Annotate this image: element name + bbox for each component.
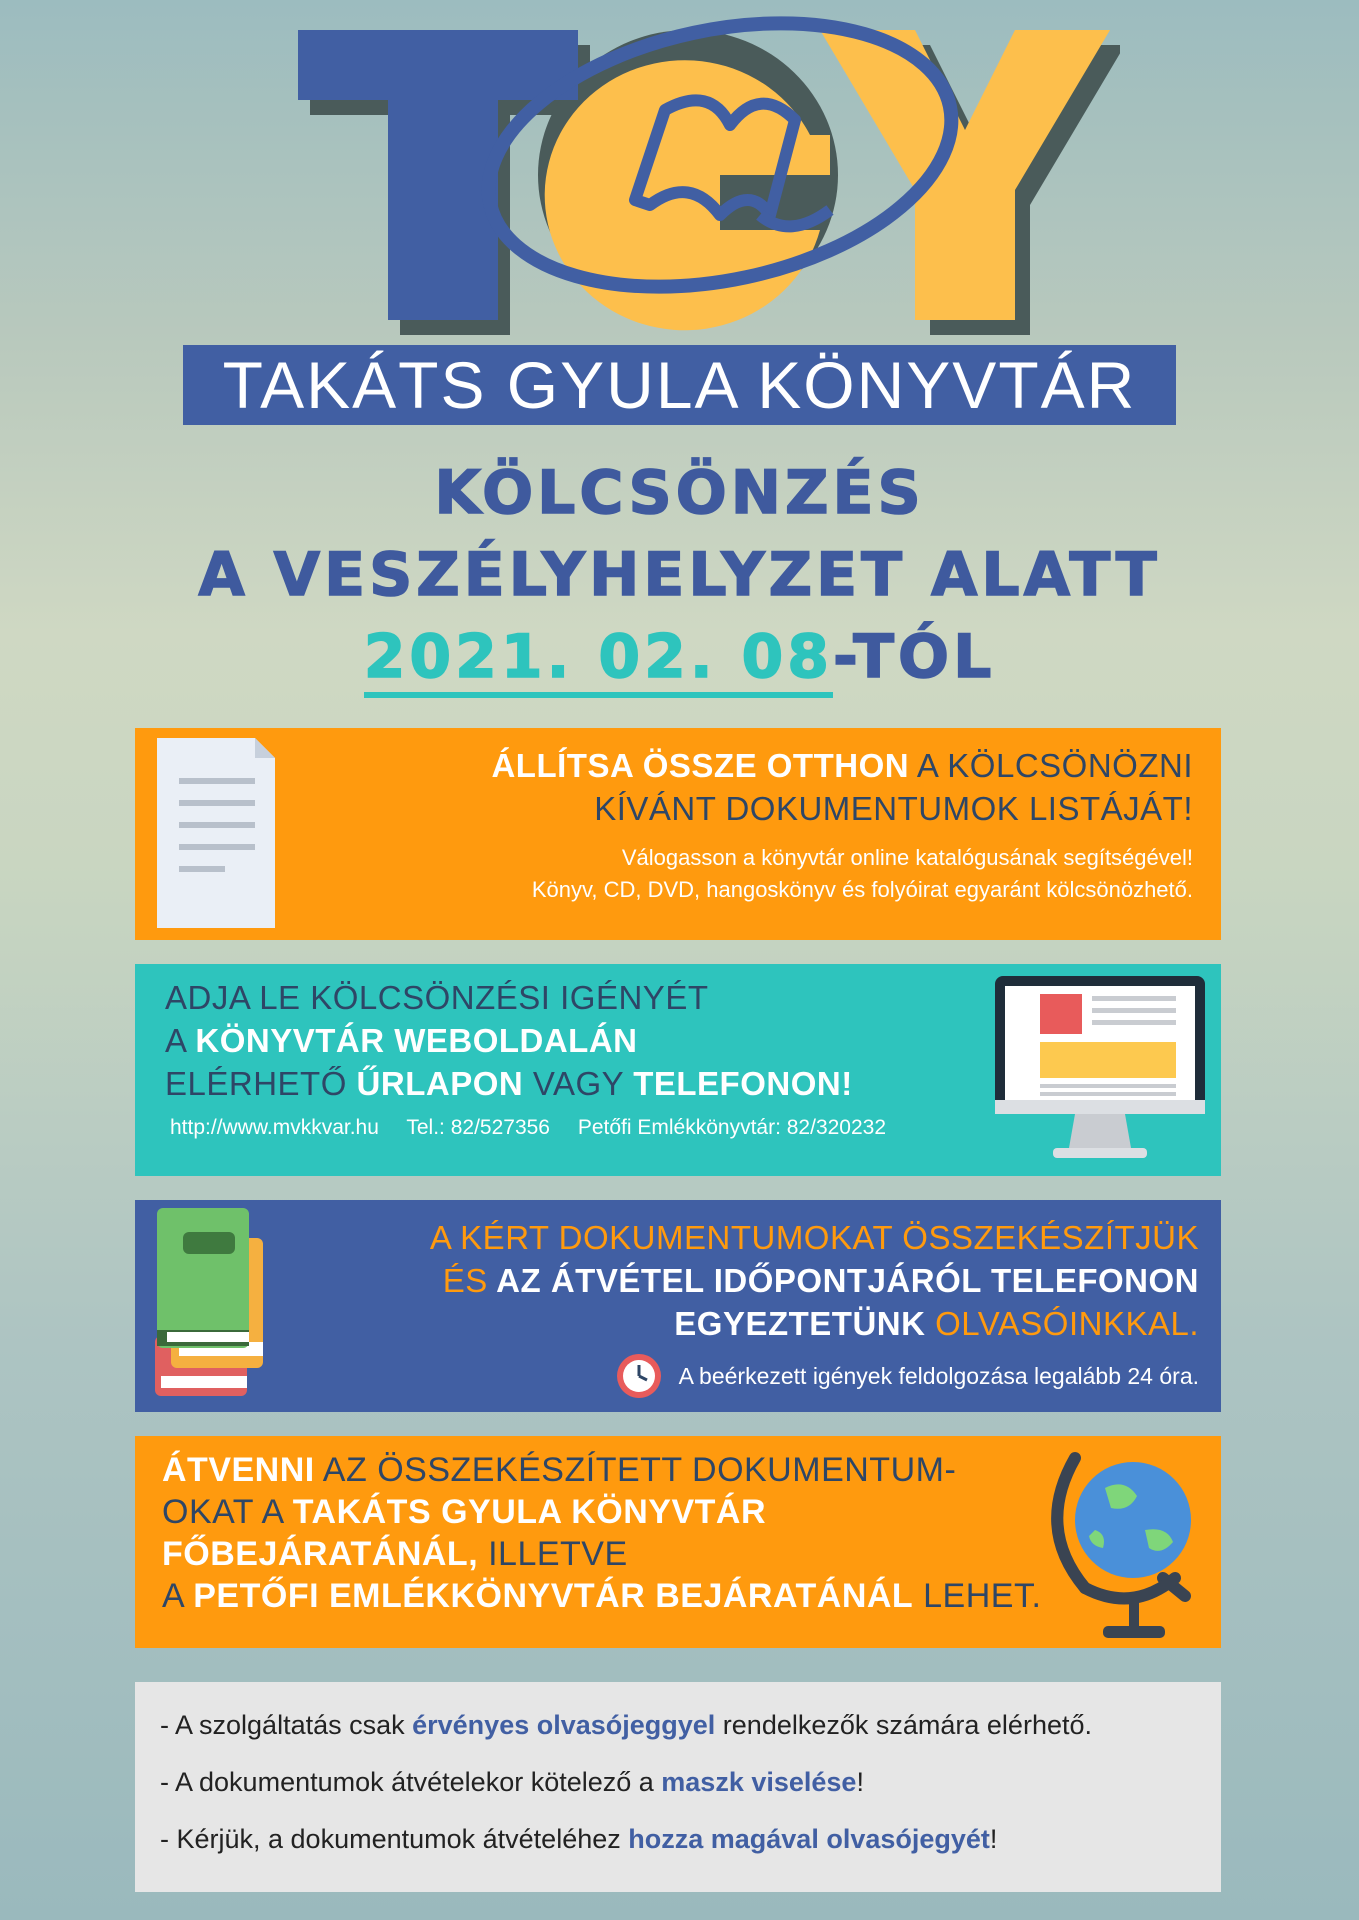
panel-2-line-3d: TELEFONON bbox=[633, 1065, 842, 1102]
rule-2-post: ! bbox=[856, 1767, 864, 1797]
rule-3-highlight: hozza magával olvasójegyét bbox=[628, 1824, 990, 1854]
panel-4-line-4c: LEHET. bbox=[913, 1577, 1042, 1615]
step-panel-prepare bbox=[135, 1200, 1221, 1412]
rule-valid-card bbox=[160, 1710, 1092, 1741]
website-link[interactable]: http://www.mvkkvar.hu bbox=[170, 1116, 379, 1139]
panel-2-line-2a: A bbox=[165, 1022, 196, 1059]
tgy-logo bbox=[290, 15, 1120, 345]
books-icon bbox=[153, 1206, 283, 1406]
panel-3-line-2a: ÉS bbox=[442, 1262, 488, 1299]
panel-1-heading-bold: ÁLLÍTSA ÖSSZE OTTHON bbox=[491, 747, 910, 784]
headline-date-line bbox=[0, 622, 1359, 692]
panel-1-subtext bbox=[532, 842, 1193, 906]
panel-1-sub-line-2: Könyv, CD, DVD, hangoskönyv és folyóirat egyaránt kölcsönözhető. bbox=[531, 877, 1193, 902]
panel-2-contacts bbox=[170, 1116, 908, 1140]
petofi-phone-number: Petőfi Emlékkönyvtár: 82/320232 bbox=[577, 1116, 887, 1139]
rule-1-highlight: érvényes olvasójeggyel bbox=[412, 1710, 716, 1740]
panel-4-line-3b: ILLETVE bbox=[478, 1535, 628, 1573]
panel-3-heading bbox=[430, 1216, 1199, 1345]
clock-icon bbox=[615, 1352, 663, 1400]
library-name: TAKÁTS GYULA KÖNYVTÁR bbox=[222, 348, 1137, 422]
rule-1-post: rendelkezők számára elérhető. bbox=[715, 1710, 1092, 1740]
headline-line-2: A VESZÉLYHELYZET ALATT bbox=[198, 540, 1161, 610]
document-icon bbox=[157, 738, 275, 928]
rule-3-post: ! bbox=[989, 1824, 998, 1854]
panel-4-line-2b: TAKÁTS GYULA KÖNYVTÁR bbox=[292, 1493, 767, 1531]
rule-bring-card bbox=[160, 1824, 997, 1855]
library-name-banner bbox=[183, 345, 1176, 425]
headline-line-1: KÖLCSÖNZÉS bbox=[434, 458, 925, 528]
panel-4-line-4a: A bbox=[162, 1577, 194, 1615]
panel-4-line-1b: AZ ÖSSZEKÉSZÍTETT DOKUMENTUM- bbox=[314, 1451, 957, 1489]
panel-2-line-2b: KÖNYVTÁR WEBOLDALÁN bbox=[195, 1022, 638, 1059]
panel-4-line-3a: FŐBEJÁRATÁNÁL, bbox=[162, 1535, 479, 1573]
rules-panel bbox=[135, 1682, 1221, 1892]
panel-2-line-3e: ! bbox=[841, 1065, 853, 1102]
panel-4-line-1a: ÁTVENNI bbox=[162, 1451, 315, 1489]
step-panel-submit-request bbox=[135, 964, 1221, 1176]
panel-3-line-3a: EGYEZTETÜNK bbox=[674, 1305, 926, 1342]
panel-1-heading bbox=[491, 744, 1193, 830]
processing-time-note: A beérkezett igények feldolgozása legalább 24 óra. bbox=[678, 1362, 1199, 1389]
headline-date: 2021. 02. 08 bbox=[364, 622, 833, 698]
panel-4-line-2a: OKAT A bbox=[162, 1493, 293, 1531]
panel-2-heading bbox=[165, 976, 853, 1105]
panel-1-heading-line-2: KÍVÁNT DOKUMENTUMOK LISTÁJÁT! bbox=[594, 790, 1193, 827]
panel-2-line-1: ADJA LE KÖLCSÖNZÉSI IGÉNYÉT bbox=[165, 979, 709, 1016]
panel-1-sub-line-1: Válogasson a könyvtár online katalógusának segítségével! bbox=[621, 845, 1193, 870]
rule-2-highlight: maszk viselése bbox=[661, 1767, 857, 1797]
panel-3-line-1: A KÉRT DOKUMENTUMOKAT ÖSSZEKÉSZÍTJÜK bbox=[429, 1219, 1199, 1256]
panel-3-line-3b: OLVASÓINKKAL. bbox=[925, 1305, 1199, 1342]
rule-1-pre: - A szolgáltatás csak bbox=[160, 1710, 413, 1740]
panel-2-line-3b: ŰRLAPON bbox=[356, 1065, 524, 1102]
rule-mask bbox=[160, 1767, 864, 1798]
monitor-icon bbox=[995, 976, 1205, 1166]
rule-2-pre: - A dokumentumok átvételekor kötelező a bbox=[160, 1767, 662, 1797]
rule-3-pre: - Kérjük, a dokumentumok átvételéhez bbox=[160, 1824, 629, 1854]
panel-4-heading bbox=[162, 1449, 1041, 1617]
panel-2-line-3c: VAGY bbox=[523, 1065, 634, 1102]
panel-1-heading-rest: A KÖLCSÖNÖZNI bbox=[909, 747, 1193, 784]
step-panel-compile-list bbox=[135, 728, 1221, 940]
phone-number: Tel.: 82/527356 bbox=[406, 1116, 550, 1139]
step-panel-pickup bbox=[135, 1436, 1221, 1648]
panel-3-note bbox=[615, 1352, 1199, 1400]
panel-4-line-4b: PETŐFI EMLÉKKÖNYVTÁR BEJÁRATÁNÁL bbox=[193, 1577, 914, 1615]
globe-icon bbox=[1045, 1438, 1205, 1643]
headline-date-suffix: -TÓL bbox=[833, 622, 996, 692]
panel-3-line-2b: AZ ÁTVÉTEL IDŐPONTJÁRÓL TELEFONON bbox=[487, 1262, 1199, 1299]
panel-2-line-3a: ELÉRHETŐ bbox=[165, 1065, 357, 1102]
